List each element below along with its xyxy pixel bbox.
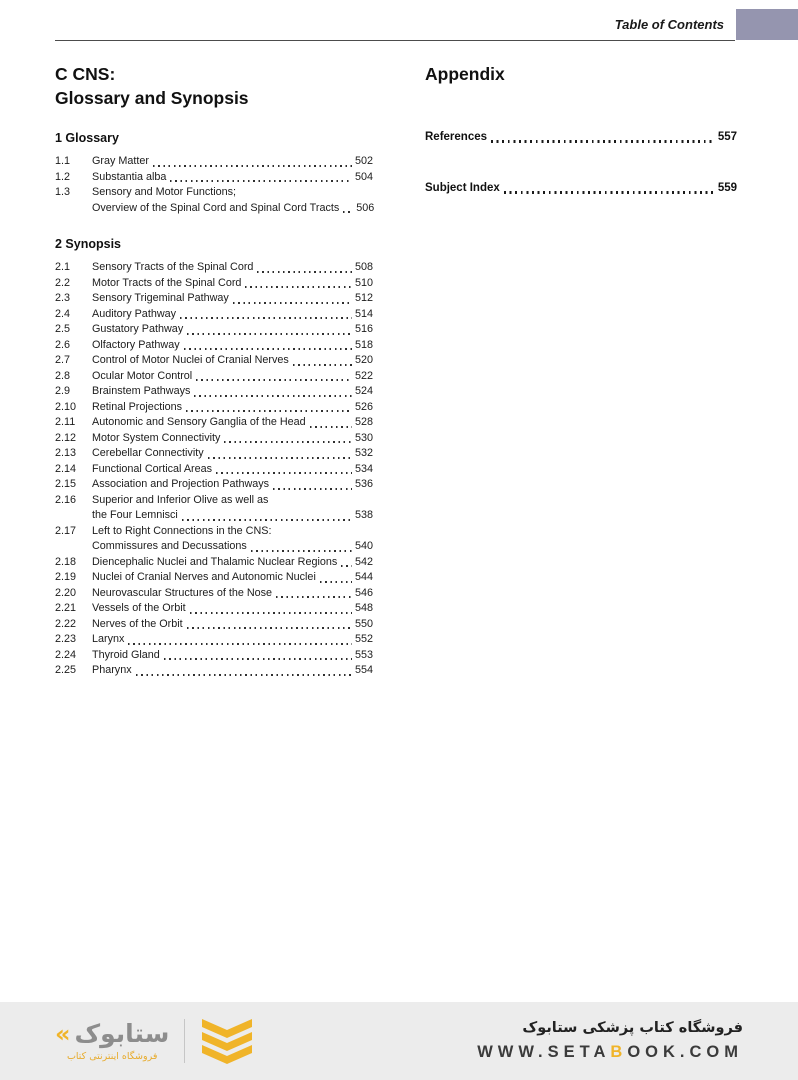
toc-item-last-line [92, 338, 373, 354]
toc-item-number: 2.15 [55, 478, 77, 490]
toc-dot-leader [224, 441, 352, 443]
toc-left-column [55, 62, 373, 679]
toc-item-title: Neurovascular Structures of the Nose [92, 586, 273, 599]
toc-item-number: 1.2 [55, 170, 71, 183]
toc-item-body [92, 369, 373, 385]
toc-dot-leader [293, 364, 352, 366]
toc-dot-leader [208, 457, 352, 459]
toc-item-body [92, 477, 373, 493]
toc-item [55, 307, 373, 323]
toc-item-last-line [92, 353, 373, 369]
toc-item [55, 291, 373, 307]
toc-item-title: Overview of the Spinal Cord and Spinal Cord Tracts [92, 201, 340, 214]
toc-dot-leader [128, 643, 352, 645]
toc-item-last-line [92, 570, 373, 586]
toc-page-number: 514 [354, 307, 373, 320]
toc-item-number: 2.13 [55, 447, 77, 459]
url-www: WWW. [477, 1043, 548, 1061]
toc-page-number: 528 [354, 416, 373, 428]
toc-dot-leader [343, 211, 353, 213]
toc-item-body [92, 431, 373, 447]
toc-item [55, 170, 373, 186]
toc-item [55, 617, 373, 633]
toc-item-title: Motor Tracts of the Spinal Cord [92, 276, 242, 289]
toc-section-heading: 1 Glossary [55, 131, 119, 145]
toc-item [55, 276, 373, 292]
toc-item-number: 2.22 [55, 617, 77, 630]
toc-item-body [92, 276, 373, 292]
toc-item-number: 2.2 [55, 276, 71, 289]
toc-item [55, 586, 373, 602]
toc-page-number: 538 [354, 509, 373, 521]
toc-item [55, 524, 373, 555]
toc-item [55, 154, 373, 170]
toc-item [55, 185, 373, 216]
toc-item-last-line [92, 260, 373, 276]
toc-page-number: 516 [354, 323, 373, 335]
toc-item-last-line [92, 307, 373, 323]
toc-dot-leader [182, 519, 352, 521]
toc-item-title: Motor System Connectivity [92, 431, 221, 444]
toc-item-body [92, 663, 373, 679]
left-sections [55, 131, 373, 679]
toc-page-number: 504 [354, 170, 373, 183]
toc-section-heading: 2 Synopsis [55, 237, 121, 251]
toc-item-last-line [92, 632, 373, 648]
toc-item-last-line [92, 462, 373, 478]
footer-website-url [477, 1043, 743, 1062]
toc-item-last-line [92, 601, 373, 617]
toc-item-title: Sensory Trigeminal Pathway [92, 292, 229, 304]
toc-dot-leader [310, 426, 352, 428]
toc-page-number: 512 [354, 292, 373, 304]
setabook-logotype [55, 1020, 169, 1062]
toc-item-number: 2.4 [55, 307, 71, 320]
toc-item-last-line [92, 446, 373, 462]
chapter-title-line2: Glossary and Synopsis [55, 88, 249, 108]
toc-item-title: Auditory Pathway [92, 307, 177, 320]
toc-dot-leader [190, 612, 352, 614]
toc-dot-leader [273, 488, 352, 490]
toc-item-number: 1.3 [55, 186, 71, 198]
toc-item-number: 2.6 [55, 338, 71, 351]
toc-item-title: Brainstem Pathways [92, 385, 191, 397]
toc-item [55, 663, 373, 679]
toc-item-title: Ocular Motor Control [92, 369, 193, 382]
toc-item-last-line [92, 369, 373, 385]
toc-item [55, 493, 373, 524]
toc-item [55, 384, 373, 400]
toc-page-number: 518 [354, 338, 373, 351]
setabook-logo [55, 1018, 254, 1064]
toc-page-number: 508 [354, 261, 373, 273]
toc-item-body [92, 601, 373, 617]
toc-dot-leader [245, 286, 352, 288]
toc-dot-leader [187, 627, 352, 629]
toc-item-last-line [92, 415, 373, 431]
appendix-item-title: References [425, 131, 488, 143]
toc-dot-leader [170, 180, 352, 182]
toc-item-title-line: Left to Right Connections in the CNS: [92, 524, 272, 537]
toc-item-number: 2.16 [55, 493, 77, 506]
toc-item-body [92, 322, 373, 338]
toc-item-body [92, 586, 373, 602]
logo-wordmark: ستابوک [74, 1019, 170, 1049]
appendix-heading: Appendix [425, 64, 505, 84]
toc-page-number: 502 [354, 155, 373, 167]
toc-item-last-line [92, 617, 373, 633]
toc-page-number: 534 [354, 462, 373, 475]
toc-item-title: Functional Cortical Areas [92, 462, 213, 475]
toc-page-number: 530 [354, 431, 373, 444]
url-accent-letter: B [610, 1043, 628, 1061]
url-rest: OOK.COM [627, 1043, 743, 1061]
toc-page-number: 544 [354, 571, 373, 583]
toc-item-body [92, 185, 373, 216]
appendix-page-number: 557 [717, 131, 737, 143]
appendix-page-number: 559 [717, 182, 737, 194]
toc-item [55, 632, 373, 648]
toc-item-title: Thyroid Gland [92, 648, 160, 661]
toc-item-last-line [92, 648, 373, 664]
toc-item [55, 570, 373, 586]
toc-item-body [92, 353, 373, 369]
toc-dot-leader [320, 581, 352, 583]
footer-right-block [477, 1020, 743, 1062]
toc-item-title: Gustatory Pathway [92, 323, 184, 335]
toc-item-body [92, 524, 373, 555]
toc-item-last-line [92, 508, 373, 524]
toc-item-last-line [92, 170, 373, 186]
toc-page-number: 536 [354, 478, 373, 490]
appendix-item [425, 181, 737, 196]
toc-item [55, 353, 373, 369]
toc-page-number: 524 [354, 385, 373, 397]
toc-item-title: Commissures and Decussations [92, 540, 247, 552]
toc-item-last-line [92, 431, 373, 447]
url-seta: SETA [547, 1043, 611, 1061]
toc-item-number: 2.24 [55, 648, 77, 661]
toc-item [55, 555, 373, 571]
toc-item-last-line [92, 586, 373, 602]
toc-dot-leader [194, 395, 352, 397]
toc-item [55, 322, 373, 338]
toc-item-body [92, 446, 373, 462]
toc-item-number: 2.8 [55, 369, 71, 382]
toc-item-title: Control of Motor Nuclei of Cranial Nerves [92, 354, 289, 366]
toc-item [55, 648, 373, 664]
toc-page-number: 548 [354, 602, 373, 614]
toc-dot-leader [153, 165, 352, 167]
toc-item [55, 400, 373, 416]
toc-item [55, 369, 373, 385]
toc-item-title: Larynx [92, 633, 125, 645]
toc-item-title: Vessels of the Orbit [92, 602, 186, 614]
toc-item-number: 2.17 [55, 524, 77, 537]
appendix-items [425, 130, 737, 196]
toc-item-number: 2.25 [55, 664, 77, 676]
toc-item-body [92, 648, 373, 664]
toc-item-title: Retinal Projections [92, 400, 183, 413]
toc-item-number: 2.7 [55, 354, 71, 366]
toc-item-last-line [92, 400, 373, 416]
appendix-item [425, 130, 737, 145]
toc-item-body [92, 617, 373, 633]
toc-page-number: 553 [354, 648, 373, 661]
toc-item-body [92, 570, 373, 586]
toc-page-number: 532 [354, 447, 373, 459]
toc-item-number: 1.1 [55, 155, 71, 167]
toc-item [55, 446, 373, 462]
toc-item-title: Nuclei of Cranial Nerves and Autonomic Nuclei [92, 571, 316, 583]
toc-item-body [92, 338, 373, 354]
toc-dot-leader [164, 658, 352, 660]
appendix-dot-leader [491, 140, 715, 142]
toc-item-body [92, 154, 373, 170]
toc-item-body [92, 291, 373, 307]
toc-dot-leader [257, 271, 352, 273]
toc-page-number: 526 [354, 400, 373, 413]
toc-page-number: 554 [354, 664, 373, 676]
toc-item-last-line [92, 291, 373, 307]
toc-item-number: 2.14 [55, 462, 77, 475]
toc-page-number: 546 [354, 586, 373, 599]
logo-divider [184, 1019, 185, 1063]
toc-item-title: the Four Lemnisci [92, 509, 178, 521]
chapter-title [55, 62, 373, 110]
appendix-dot-leader [504, 191, 715, 193]
toc-item-body [92, 384, 373, 400]
toc-item-title: Gray Matter [92, 155, 149, 167]
toc-page-number: 552 [354, 633, 373, 645]
toc-item-number: 2.18 [55, 555, 77, 568]
toc-item-last-line [92, 276, 373, 292]
toc-item-number: 2.3 [55, 292, 71, 304]
toc-item-number: 2.21 [55, 602, 77, 614]
toc-item-last-line [92, 539, 373, 555]
toc-page-number: 540 [354, 540, 373, 552]
toc-item-title: Substantia alba [92, 170, 167, 183]
toc-item-number: 2.11 [55, 416, 76, 428]
toc-item-number: 2.19 [55, 571, 77, 583]
toc-item-number: 2.10 [55, 400, 77, 413]
toc-page-number: 510 [354, 276, 373, 289]
toc-item-title: Nerves of the Orbit [92, 617, 183, 630]
toc-item-last-line [92, 555, 373, 571]
toc-dot-leader [187, 333, 352, 335]
toc-item [55, 601, 373, 617]
toc-dot-leader [251, 550, 352, 552]
toc-dot-leader [184, 348, 352, 350]
toc-item-body [92, 415, 373, 431]
toc-item [55, 415, 373, 431]
toc-item [55, 431, 373, 447]
toc-dot-leader [233, 302, 352, 304]
toc-item-body [92, 555, 373, 571]
toc-item-number: 2.9 [55, 385, 71, 397]
toc-page-number: 542 [354, 555, 373, 568]
toc-item-body [92, 260, 373, 276]
toc-item-last-line [92, 663, 373, 679]
toc-dot-leader [196, 379, 352, 381]
toc-right-column [425, 62, 737, 196]
footer-persian-title: فروشگاه کتاب پزشکی ستابوک [522, 1020, 743, 1036]
setabook-chevron-icon [200, 1018, 254, 1064]
toc-page-number: 522 [354, 369, 373, 382]
toc-dot-leader [216, 472, 352, 474]
logo-subtext: فروشگاه اینترنتی کتاب [66, 1050, 158, 1062]
logo-guillemet-icon: « [55, 1020, 71, 1048]
toc-item-body [92, 307, 373, 323]
chapter-title-line1: C CNS: [55, 64, 116, 84]
toc-item-number: 2.12 [55, 431, 77, 444]
publisher-footer [0, 1002, 798, 1080]
toc-item-title: Sensory Tracts of the Spinal Cord [92, 261, 254, 273]
toc-item-title: Olfactory Pathway [92, 338, 180, 351]
toc-item-number: 2.23 [55, 633, 77, 645]
toc-item-title: Diencephalic Nuclei and Thalamic Nuclear Regions [92, 555, 338, 568]
logo-word-row [55, 1020, 169, 1048]
toc-item-title: Autonomic and Sensory Ganglia of the Head [92, 416, 306, 428]
toc-page-number: 520 [354, 354, 373, 366]
chapter-tab-marker [736, 9, 798, 40]
toc-item-title: Pharynx [92, 664, 132, 676]
page-header-title: Table of Contents [614, 17, 724, 32]
toc-item-title: Association and Projection Pathways [92, 478, 270, 490]
toc-item-title-line: Sensory and Motor Functions; [92, 186, 237, 198]
toc-dot-leader [180, 317, 352, 319]
toc-item [55, 260, 373, 276]
toc-item-body [92, 493, 373, 524]
toc-dot-leader [186, 410, 352, 412]
toc-item-body [92, 462, 373, 478]
toc-item-last-line [92, 322, 373, 338]
toc-item-number: 2.1 [55, 261, 71, 273]
toc-dot-leader [276, 596, 352, 598]
toc-item [55, 477, 373, 493]
toc-dot-leader [136, 674, 352, 676]
toc-item-last-line [92, 477, 373, 493]
toc-item-body [92, 400, 373, 416]
toc-dot-leader [341, 565, 352, 567]
toc-item-title-line: Superior and Inferior Olive as well as [92, 493, 269, 506]
toc-item [55, 462, 373, 478]
toc-item-body [92, 170, 373, 186]
toc-item-last-line [92, 201, 373, 217]
toc-page-number: 506 [356, 201, 375, 214]
toc-item-title: Cerebellar Connectivity [92, 447, 204, 459]
toc-page-number: 550 [354, 617, 373, 630]
toc-item-number: 2.5 [55, 323, 71, 335]
header-rule [55, 40, 735, 41]
toc-item-last-line [92, 154, 373, 170]
toc-item-body [92, 632, 373, 648]
toc-item [55, 338, 373, 354]
toc-item-last-line [92, 384, 373, 400]
appendix-item-title: Subject Index [425, 182, 500, 194]
toc-item-number: 2.20 [55, 586, 77, 599]
